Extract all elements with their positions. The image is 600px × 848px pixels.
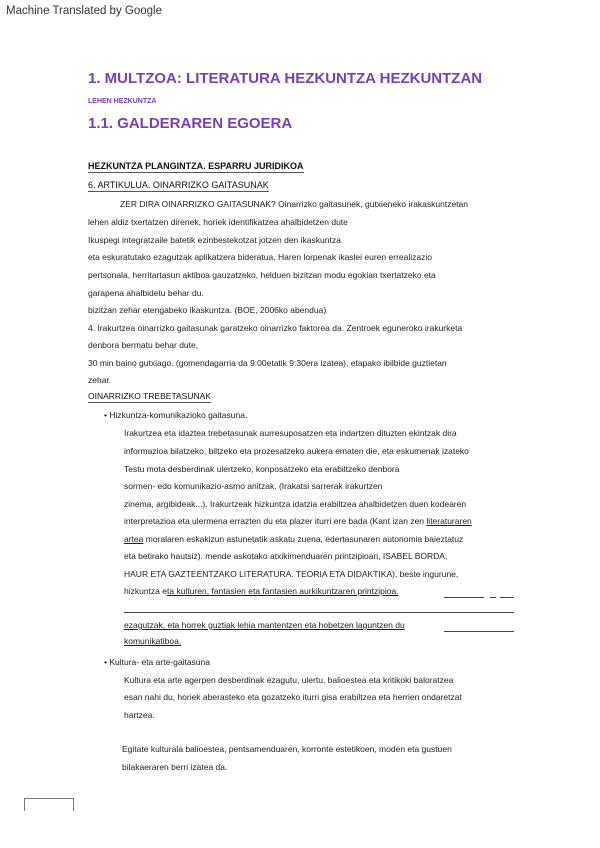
bullet-dot: • (104, 410, 110, 420)
article-heading: 6. ARTIKULUA. OINARRIZKO GAITASUNAK (88, 180, 269, 190)
underline-rule (490, 597, 496, 598)
para1-line: bizitzan zehar etengabeko ikaskuntza. (BOE, 2006ko abendua) (88, 305, 327, 315)
bullet-item (104, 657, 210, 667)
section-title: 1.1. GALDERAREN EGOERA (88, 115, 293, 132)
bullet2-line: esan nahi du, horiek aberasteko eta gozatzeko iturri gisa erabiltzea eta herrien ondaretzat (124, 692, 462, 702)
para1-line: lehen aldiz txertatzen direnek, horiek identifikatzea ahalbidetzen dute (88, 217, 348, 227)
para1-line: Ikuspegi integratzaile batetik ezinbestekotzat jotzen den ikaskuntza (88, 235, 341, 245)
closing-line: Egitate kulturala balioestea, pentsamenduaren, korronte estetikoen, moden eta gustuen (122, 744, 452, 754)
bullet1-line: HAUR ETA GAZTEENTZAKO LITERATURA. TEORIA ETA DIDAKTIKA), beste ingurune, (124, 569, 459, 579)
underline-rule (124, 612, 514, 613)
bullet-dot: • (104, 657, 110, 667)
para1-line: garapena ahalbidetu behar du. (88, 288, 204, 298)
bullet1-line: interpretazioa eta ulermena errazten du eta plazer iturri ere bada (Kant izan zen literaturaren (124, 516, 472, 526)
bullet-title: Hizkuntza-komunikazioko gaitasuna. (109, 410, 248, 420)
bullet1-line: hizkuntza eta kulturen, fantasien eta fantasien aurkikuntzaren printzipioa. (124, 586, 399, 596)
para1-line: eta eskuratutako ezagutzak aplikatzera bideratua. Haren lorpenak ikaslei euren errealizazio (88, 252, 432, 262)
page-title: 1. MULTZOA: LITERATURA HEZKUNTZA HEZKUNTZAN (88, 70, 483, 87)
bullet1-line: zinema, argibideak...). Irakurtzeak hizkuntza idatzia erabiltzea ahalbidetzen duen kodearen (124, 499, 467, 509)
bullet-item (104, 410, 247, 420)
underline-rule (444, 631, 514, 632)
legal-heading: HEZKUNTZA PLANGINTZA. ESPARRU JURIDIKOA (88, 161, 304, 171)
para1-line: 4. Irakurtzea oinarrizko gaitasunak garatzeko oinarrizko faktorea da. Zentroek eguneroko irakurketa (88, 323, 463, 333)
page-corner-mark (24, 798, 74, 811)
skills-heading: OINARRIZKO TREBETASUNAK (88, 391, 211, 401)
bullet2-line: hartzea. (124, 710, 155, 720)
level-label: LEHEN HEZKUNTZA (88, 98, 157, 105)
bullet1-line: Irakurtzea eta idaztea trebetasunak aurresuposatzen eta indartzen dituzten ekintzak dira (124, 428, 457, 438)
bullet-title: Kultura- eta arte-gaitasuna (109, 657, 210, 667)
closing-line: bilakaeraren berri izatea da. (122, 762, 228, 772)
para1-line: 30 min baino gutxiago. (gomendagarria da 9:00etatik 9:30era izatea), etapako ibilbide guztietan (88, 358, 447, 368)
para1-line: denbora bermatu behar dute, (88, 340, 199, 350)
bullet1-line: artea moralaren eskakizun astunetatik askatu zuena, edertasunaren autonomia baieztatuz (124, 534, 464, 544)
para1-line: ZER DIRA OINARRIZKO GAITASUNAK? Oinarrizko gaitasunek, gutxieneko irakaskuntzetan (120, 199, 469, 209)
bullet1-line: eta betirako hautsiz). mende askotako atxikimenduaren printzipioari, ISABEL BORDA, (124, 551, 448, 561)
bullet1-line: Testu mota desberdinak ulertzeko, konposatzeko eta erabiltzeko denbora (124, 464, 400, 474)
bullet1-line: informazioa bilatzeko, biltzeko eta prozesatzeko aukera ematen die, eta eskumenak izateko (124, 446, 469, 456)
bullet1-line: komunikatiboa. (124, 636, 182, 646)
bullet2-line: Kultura eta arte agerpen desberdinak ezagutu, ulertu, balioestea eta kritikoki baloratzea (124, 675, 454, 685)
para1-line: zehar. (88, 375, 112, 385)
bullet1-line: ezagutzak, eta horrek guztiak lehia mantentzen eta hobetzen laguntzen du (124, 620, 405, 630)
underline-rule (444, 597, 484, 598)
bullet1-line: sormen- edo komunikazio-asmo anitzak. (Irakatsi sarrerak irakurtzen (124, 481, 383, 491)
underline-rule (500, 597, 514, 598)
machine-translated-label: Machine Translated by Google (6, 5, 162, 17)
para1-line: pertsonala, herritartasun aktiboa gauzatzeko, helduen bizitzan modu egokian txertatzeko eta (88, 270, 436, 280)
